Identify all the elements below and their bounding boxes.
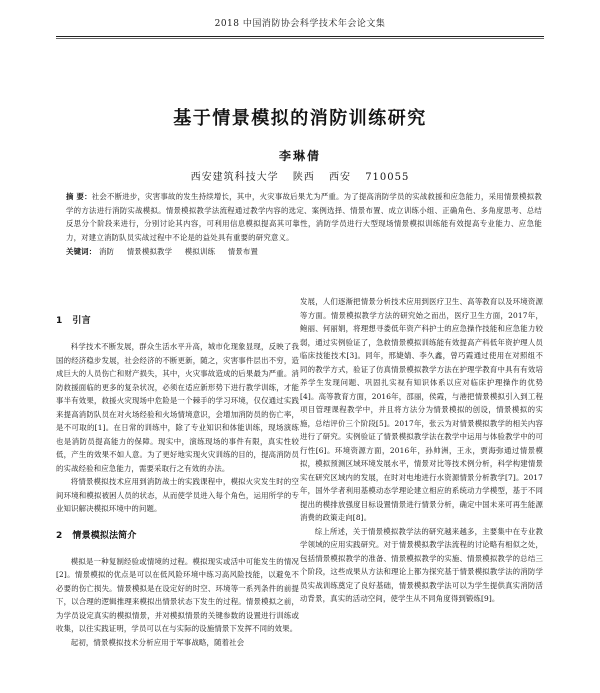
paragraph: 发展，人们逐渐把情景分析技术应用到医疗卫生、高等教育以及环境资源等方面。情景模拟教学方法的研究始之而出，医疗卫生方面，2017年，鲍丽、何丽娟，将理想寻娄低年资产科护士的应急操作技能和应急能力较弱，通过实例验证了，急救情景模拟训练能有效提高产科低年资护理人员临床技能技术[3]。同年，邢婕婧、李久鑫，曾巧霞通过使用在对照组不同的教学方式，验证了仿真情景模拟教学方法在护理学教育中具有有效培养学生发现问题、巩固扎实视有知识体系以应对临床护理操作的优势[4]。高等教育方面，2016年，邵丽，侯霞，与港把情景模拟引入到工程项目管理课程教学中，并且将方法分为情景模拟的创设，情景模拟的实施，总结评价三个阶段[5]。2017年，张云为对情景模拟教学的相关内容进行了研究。实例验证了情景模拟教学法在教学中运用与体验教学中的可行性[6]。环境资源方面，2016年，孙帅洲，王永，贾海弥通过情景模拟，模拟预测区域环境发展水平，情景对比等技术例分析，科学构建情景实在研究区域内的发展，在时对电地进行水资源情景分析教学[7]。2017年，国外学者利用基模动态学理论建立相应的系统动力学模型，基于不同提出的模排放强度目标设置情景进行情景分析，确定中国未来可再生能源消费的政策走向[8]。 <box>300 297 543 522</box>
affiliation-institution: 西安建筑科技大学 <box>190 172 279 183</box>
affiliation <box>0 168 600 183</box>
affiliation-city: 西安 <box>329 172 351 183</box>
header-rule-thin <box>56 38 544 39</box>
abstract-block <box>66 190 542 259</box>
keyword: 情景布置 <box>227 247 259 257</box>
abstract-label: 摘 要： <box>66 192 92 201</box>
paragraph: 将情景模拟技术应用到消防战士的实践课程中，模拟火灾发生时的空间环境和模拟被困人员的状态，从而使学员进入每个角色，运用所学的专业知识解决模拟环境中的问题。 <box>56 477 299 513</box>
keyword: 情景模拟教学 <box>126 247 173 257</box>
right-column <box>300 295 543 606</box>
paragraph: 模拟是一种复制经验或情境的过程。模拟现实或活中可能发生的情况[2]。情景模拟的优点是可以在低风险环境中练习高风险技能，以避免不必要的伤亡损失。情景模拟是在设定好的时空、环境等一系列条件的前提下，以合理的逻辑推理来模拟出情景状态下发生的过程。情景模拟之前，为学员设定真实的模拟情景，并对模拟情景的关键参数的设置进行训练或收集，以往实践证明，学员可以在与实际的设施情景下发挥不同的效果。 <box>56 556 299 633</box>
spacer <box>56 516 299 530</box>
section-heading-introduction <box>56 315 299 328</box>
section-number: 1 <box>56 316 63 326</box>
keyword: 模拟训练 <box>184 247 216 257</box>
paragraph: 科学技术不断发展，群众生活水平升高，城市化现象显现，反映了我国的经济稳步发展，社会经济的不断更新，随之，灾害事件层出不穷，造成巨大的人员伤亡和财产损失，其中，火灾事故造成的后果最为严重。消防救援面临的更多的复杂状况，必须在适应新形势下进行教学训练，才能事半有效果，救援火灾现场中危险是一个棘手的学习环境，仅仅通过实践来提高消防队员在对火场经验和火场情境意识，会增加消防员的伤亡率，是不可取的[1]。在日常的训练中，除了专业知识和体能训练，现场演练也是消防员提高能力的保障。现实中，演练现场的事件有限，真实性较低，产生的效果不如人意。为了更好地实现火灾训练的目的，提高消防员的实战经验和应急能力，需要采取行之有效的办法。 <box>56 342 299 473</box>
affiliation-postcode: 710055 <box>365 172 410 183</box>
running-header: 2018 中国消防协会科学技术年会论文集 <box>214 19 386 29</box>
section-number: 2 <box>56 530 63 541</box>
left-column <box>56 315 299 649</box>
abstract <box>66 190 542 244</box>
section-title: 引言 <box>72 316 91 326</box>
keywords-label: 关键词： <box>66 247 97 257</box>
affiliation-province: 陕西 <box>292 172 315 183</box>
paper-title: 基于情景模拟的消防训练研究 <box>173 108 427 129</box>
header-rule <box>56 36 544 37</box>
abstract-text: 社会不断进步，灾害事故的发生持续增长，其中，火灾事故后果尤为严重。为了提高消防学员的实战救援和应急能力，采用情景模拟教学的方法进行消防实战模拟。情景模拟教学法流程通过教学内容的选定、案例选择、情景布置、成立训练小组、正确角色、多角度思考、总结反思分个阶段来进行，分别讨论其内容，可利用信息模拟提高其可靠性，消防学员进行大型现场情景模拟训练能有效提高专业能力、应急能力，对建立消防队员实战过程中不论是的益处具有重要的研究意义。 <box>66 192 542 242</box>
paragraph: 起初，情景模拟技术分析应用于军事战略，随着社会 <box>70 637 245 647</box>
paragraph: 综上所述，关于情景模拟教学法的研究越来越多，主要集中在专业教学领域的应用实践研究。对于情景模拟教学法流程的讨论略有相似之处，包括情景模拟教学的准备、情景模拟教学的实施、情景模拟教学的总结三个阶段，这些成果从方法和理论上都为探究基于情景模拟教学法的消防学员实战训练奠定了良好基础，情景模拟教学法可以为学生提供真实消防活动背景，真实的活动空间，使学生从不同角度得到锻炼[9]。 <box>300 526 543 603</box>
author-name: 李琳倩 <box>278 149 321 163</box>
section-heading-scenario-simulation <box>56 530 299 543</box>
keyword: 消防 <box>98 247 115 257</box>
section-title: 情景模拟法简介 <box>72 530 137 541</box>
keywords <box>66 245 542 259</box>
